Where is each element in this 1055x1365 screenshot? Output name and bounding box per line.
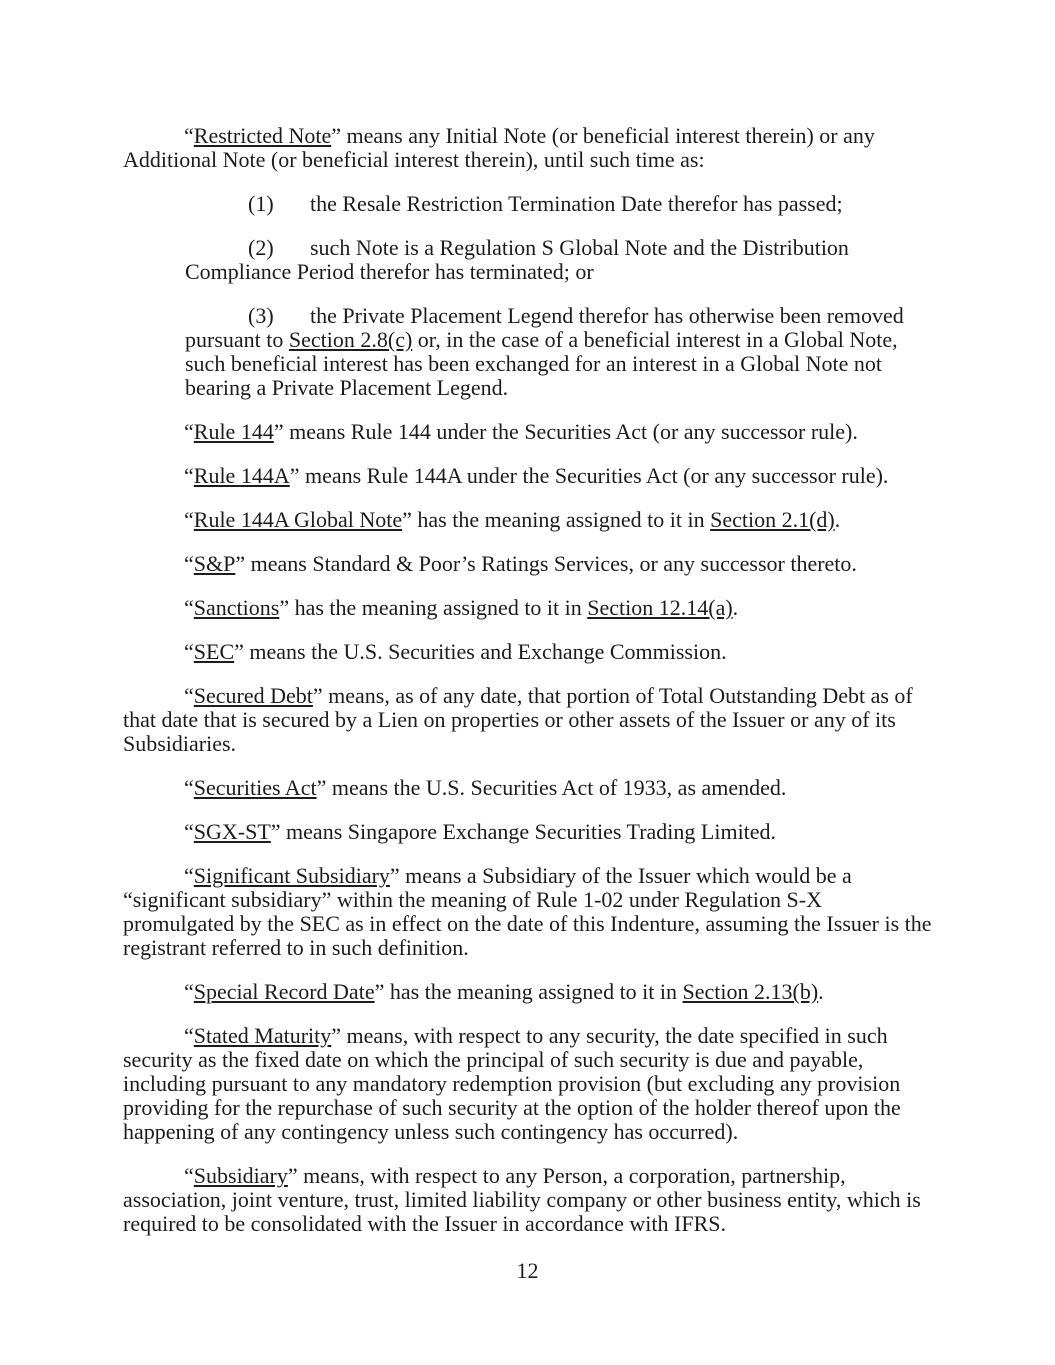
text-run: the Resale Restriction Termination Date therefor has passed; (310, 191, 843, 216)
defined-term: Section 2.8(c) (288, 327, 413, 352)
definition-paragraph (123, 596, 932, 620)
text-run: . (818, 979, 824, 1004)
text-run: “ (184, 419, 194, 444)
text-run: “ (184, 123, 194, 148)
text-run: ” has the meaning assigned to it in (374, 979, 683, 1004)
defined-term: Significant Subsidiary (193, 863, 390, 888)
text-run: ” means any Initial Note (or beneficial interest therein) or any Additional Note (or beneficial interest therein), until such time as: (123, 123, 875, 172)
text-run: “ (184, 507, 194, 532)
text-run: ” means a Subsidiary of the Issuer which would be a “significant subsidiary” within the meaning of Rule 1-02 under Regulation S-X promulgated by the SEC as in effect on the date of this Indenture, assuming the Issuer is the registrant referred to in such definition. (123, 863, 932, 960)
defined-term: S&P (193, 551, 236, 576)
defined-term: Secured Debt (193, 683, 313, 708)
definition-paragraph (123, 464, 932, 488)
text-run: “ (184, 463, 194, 488)
definition-paragraph (123, 508, 932, 532)
text-run: ” means Rule 144 under the Securities Act (or any successor rule). (273, 419, 858, 444)
defined-term: SEC (193, 639, 235, 664)
definition-paragraph (123, 820, 932, 844)
text-run: “ (184, 863, 194, 888)
list-item-number: (2) (248, 235, 274, 260)
defined-term: Sanctions (193, 595, 280, 620)
text-run: “ (184, 979, 194, 1004)
text-run: the Private Placement Legend therefor has otherwise been removed pursuant to (185, 303, 904, 352)
text-run: ” has the meaning assigned to it in (279, 595, 588, 620)
list-item-number: (3) (248, 303, 274, 328)
text-run: “ (184, 683, 194, 708)
defined-term: Subsidiary (193, 1163, 288, 1188)
text-run: ” means, as of any date, that portion of Total Outstanding Debt as of that date that is secured by a Lien on properties or other assets of the Issuer or any of its Subsidiaries. (123, 683, 913, 756)
document-body (123, 124, 932, 1256)
definition-paragraph (123, 640, 932, 664)
text-run: “ (184, 639, 194, 664)
defined-term: Rule 144A Global Note (193, 507, 403, 532)
text-run: “ (184, 1163, 194, 1188)
text-run: “ (184, 595, 194, 620)
list-item-number: (1) (248, 191, 274, 216)
definition-paragraph (123, 684, 932, 756)
definition-paragraph (123, 124, 932, 172)
list-item (185, 304, 932, 400)
defined-term: Section 2.1(d) (710, 507, 835, 532)
defined-term: Section 2.13(b) (682, 979, 819, 1004)
defined-term: Stated Maturity (193, 1023, 332, 1048)
text-run: ” has the meaning assigned to it in (402, 507, 711, 532)
list-item (185, 236, 932, 284)
defined-term: Section 12.14(a) (587, 595, 733, 620)
defined-term: Special Record Date (193, 979, 375, 1004)
definition-paragraph (123, 1164, 932, 1236)
defined-term: Securities Act (193, 775, 317, 800)
text-run: such Note is a Regulation S Global Note and the Distribution Compliance Period therefor has terminated; or (185, 235, 849, 284)
text-run: ” means Singapore Exchange Securities Trading Limited. (270, 819, 777, 844)
text-run: ” means Rule 144A under the Securities Act (or any successor rule). (289, 463, 889, 488)
text-run: or, in the case of a beneficial interest in a Global Note, such beneficial interest has been exchanged for an interest in a Global Note not bearing a Private Placement Legend. (185, 327, 898, 400)
list-item (185, 192, 932, 216)
defined-term: Rule 144A (193, 463, 290, 488)
page-number: 12 (516, 1258, 539, 1283)
text-run: ” means, with respect to any security, the date specified in such security as the fixed date on which the principal of such security is due and payable, including pursuant to any mandatory redemption provision (but excluding any provision providing for the repurchase of such security at the option of the holder thereof upon the happening of any contingency unless such contingency has occurred). (123, 1023, 901, 1144)
definition-paragraph (123, 864, 932, 960)
definition-paragraph (123, 1024, 932, 1144)
definition-paragraph (123, 420, 932, 444)
definition-paragraph (123, 980, 932, 1004)
definition-paragraph (123, 552, 932, 576)
text-run: ” means, with respect to any Person, a corporation, partnership, association, joint venture, trust, limited liability company or other business entity, which is required to be consolidated with the Issuer in accordance with IFRS. (123, 1163, 921, 1236)
text-run: “ (184, 775, 194, 800)
text-run: ” means Standard & Poor’s Ratings Services, or any successor thereto. (235, 551, 857, 576)
text-run: . (834, 507, 841, 532)
defined-term: Rule 144 (193, 419, 274, 444)
text-run: “ (184, 1023, 194, 1048)
text-run: ” means the U.S. Securities Act of 1933, as amended. (316, 775, 787, 800)
text-run: “ (184, 551, 194, 576)
defined-term: Restricted Note (193, 123, 332, 148)
text-run: “ (184, 819, 194, 844)
definition-paragraph (123, 776, 932, 800)
text-run: . (732, 595, 739, 620)
text-run: ” means the U.S. Securities and Exchange Commission. (234, 639, 727, 664)
defined-term: SGX-ST (193, 819, 271, 844)
